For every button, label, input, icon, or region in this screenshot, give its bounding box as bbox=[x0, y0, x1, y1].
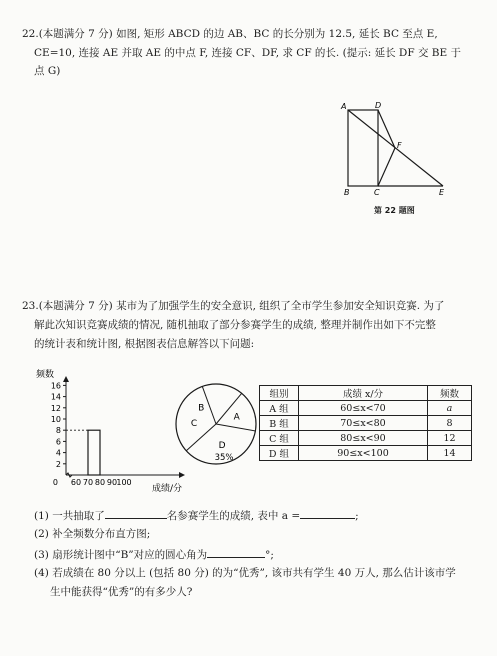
sub1-text-b: 名参赛学生的成绩, 表中 a = bbox=[166, 510, 301, 522]
histogram-y-tick-label: 10 bbox=[50, 415, 61, 424]
table-row bbox=[260, 431, 472, 446]
pie-slice-percent: 35% bbox=[214, 453, 234, 464]
histogram-x-label: 成绩/分 bbox=[152, 484, 183, 494]
table-header-cell: 组别 bbox=[260, 386, 299, 401]
q23-sub-1 bbox=[34, 507, 359, 524]
histogram-origin-label: 0 bbox=[52, 478, 58, 487]
q23-sub-4-line-1: (4) 若成绩在 80 分以上 (包括 80 分) 的为“优秀”, 该市共有学生 40 万人, 那么估计该市学 bbox=[34, 567, 456, 579]
histogram-y-tick-label: 8 bbox=[55, 426, 61, 436]
table-cell: 12 bbox=[428, 431, 472, 446]
pie-slice-label: A bbox=[233, 412, 240, 423]
table-cell: 90≤x<100 bbox=[299, 446, 428, 461]
pie-slice-label: D bbox=[218, 441, 226, 452]
table-cell: D 组 bbox=[260, 446, 299, 461]
histogram-x-tick-label: 80 bbox=[94, 478, 106, 487]
histogram-bar bbox=[88, 430, 100, 475]
histogram-y-tick-label: 2 bbox=[55, 459, 61, 469]
table-header-cell: 频数 bbox=[428, 386, 472, 401]
q23-line-1: 23.(本题满分 7 分) 某市为了加强学生的安全意识, 组织了全市学生参加安全知识竞赛. 为了 bbox=[22, 300, 445, 312]
segment-ae bbox=[348, 110, 443, 186]
answer-blank-angle[interactable] bbox=[207, 546, 265, 558]
table-cell: 14 bbox=[428, 446, 472, 461]
sub1-text-a: (1) 一共抽取了 bbox=[34, 510, 105, 522]
histogram-x-tick-label: 90 bbox=[106, 478, 118, 487]
point-b-label: B bbox=[344, 188, 350, 197]
answer-blank-total[interactable] bbox=[105, 507, 167, 519]
table-cell: B 组 bbox=[260, 416, 299, 431]
q22-line-3: 点 G) bbox=[34, 65, 61, 77]
q22-figure-caption: 第 22 题图 bbox=[374, 206, 415, 215]
table-cell: a bbox=[428, 401, 472, 416]
point-e-label: E bbox=[439, 188, 445, 197]
frequency-table bbox=[259, 385, 472, 461]
point-f-label: F bbox=[397, 141, 402, 150]
histogram-y-label: 频数 bbox=[36, 370, 55, 380]
histogram-y-tick-label: 12 bbox=[50, 403, 61, 413]
q23-line-2: 解此次知识竞赛成绩的情况, 随机抽取了部分参赛学生的成绩, 整理并制作出如下不完整 bbox=[34, 319, 436, 331]
table-cell: 60≤x<70 bbox=[299, 401, 428, 416]
pie-chart bbox=[172, 380, 262, 470]
table-cell: A 组 bbox=[260, 401, 299, 416]
histogram-y-tick-label: 14 bbox=[50, 392, 61, 402]
histogram-y-tick-label: 6 bbox=[55, 437, 61, 447]
histogram-x-tick-label: 70 bbox=[82, 478, 94, 487]
q23-sub-3 bbox=[34, 546, 274, 563]
histogram-x-tick-label: 100 bbox=[116, 478, 132, 487]
q23-line-3: 的统计表和统计图, 根据图表信息解答以下问题: bbox=[34, 338, 255, 350]
point-c-label: C bbox=[374, 188, 380, 197]
q22-line-2: CE=10, 连接 AE 并取 AE 的中点 F, 连接 CF、DF, 求 CF 的长. (提示: 延长 DF 交 BE 于 bbox=[34, 47, 462, 59]
sub3-text-a: (3) 扇形统计图中“B”对应的圆心角为 bbox=[34, 549, 208, 561]
table-header-cell: 成绩 x/分 bbox=[299, 386, 428, 401]
point-d-label: D bbox=[375, 101, 382, 110]
sub1-text-c: ; bbox=[355, 510, 359, 522]
table-row bbox=[260, 401, 472, 416]
sub3-text-b: °; bbox=[265, 549, 274, 561]
q23-sub-2: (2) 补全频数分布直方图; bbox=[34, 528, 151, 540]
q22-line-1: 22.(本题满分 7 分) 如图, 矩形 ABCD 的边 AB、BC 的长分别为 12.5, 延长 BC 至点 E, bbox=[22, 28, 438, 40]
table-cell: C 组 bbox=[260, 431, 299, 446]
table-cell: 70≤x<80 bbox=[299, 416, 428, 431]
q23-sub-4-line-2: 生中能获得“优秀”的有多少人? bbox=[50, 586, 193, 598]
table-cell: 8 bbox=[428, 416, 472, 431]
segment-df bbox=[378, 110, 395, 148]
histogram-y-tick-label: 16 bbox=[50, 381, 61, 391]
answer-blank-a[interactable] bbox=[300, 507, 355, 519]
segment-cf bbox=[378, 148, 395, 186]
table-cell: 80≤x<90 bbox=[299, 431, 428, 446]
table-header-row bbox=[260, 386, 472, 401]
table-row bbox=[260, 416, 472, 431]
pie-slice-label: C bbox=[190, 419, 198, 430]
q22-geometry-figure bbox=[335, 98, 455, 198]
pie-slice-label: B bbox=[198, 403, 205, 414]
pie-slice-divider bbox=[216, 424, 255, 431]
table-row bbox=[260, 446, 472, 461]
histogram-y-tick-label: 4 bbox=[55, 448, 61, 458]
histogram-x-tick-label: 60 bbox=[70, 478, 82, 487]
point-a-label: A bbox=[341, 102, 347, 111]
